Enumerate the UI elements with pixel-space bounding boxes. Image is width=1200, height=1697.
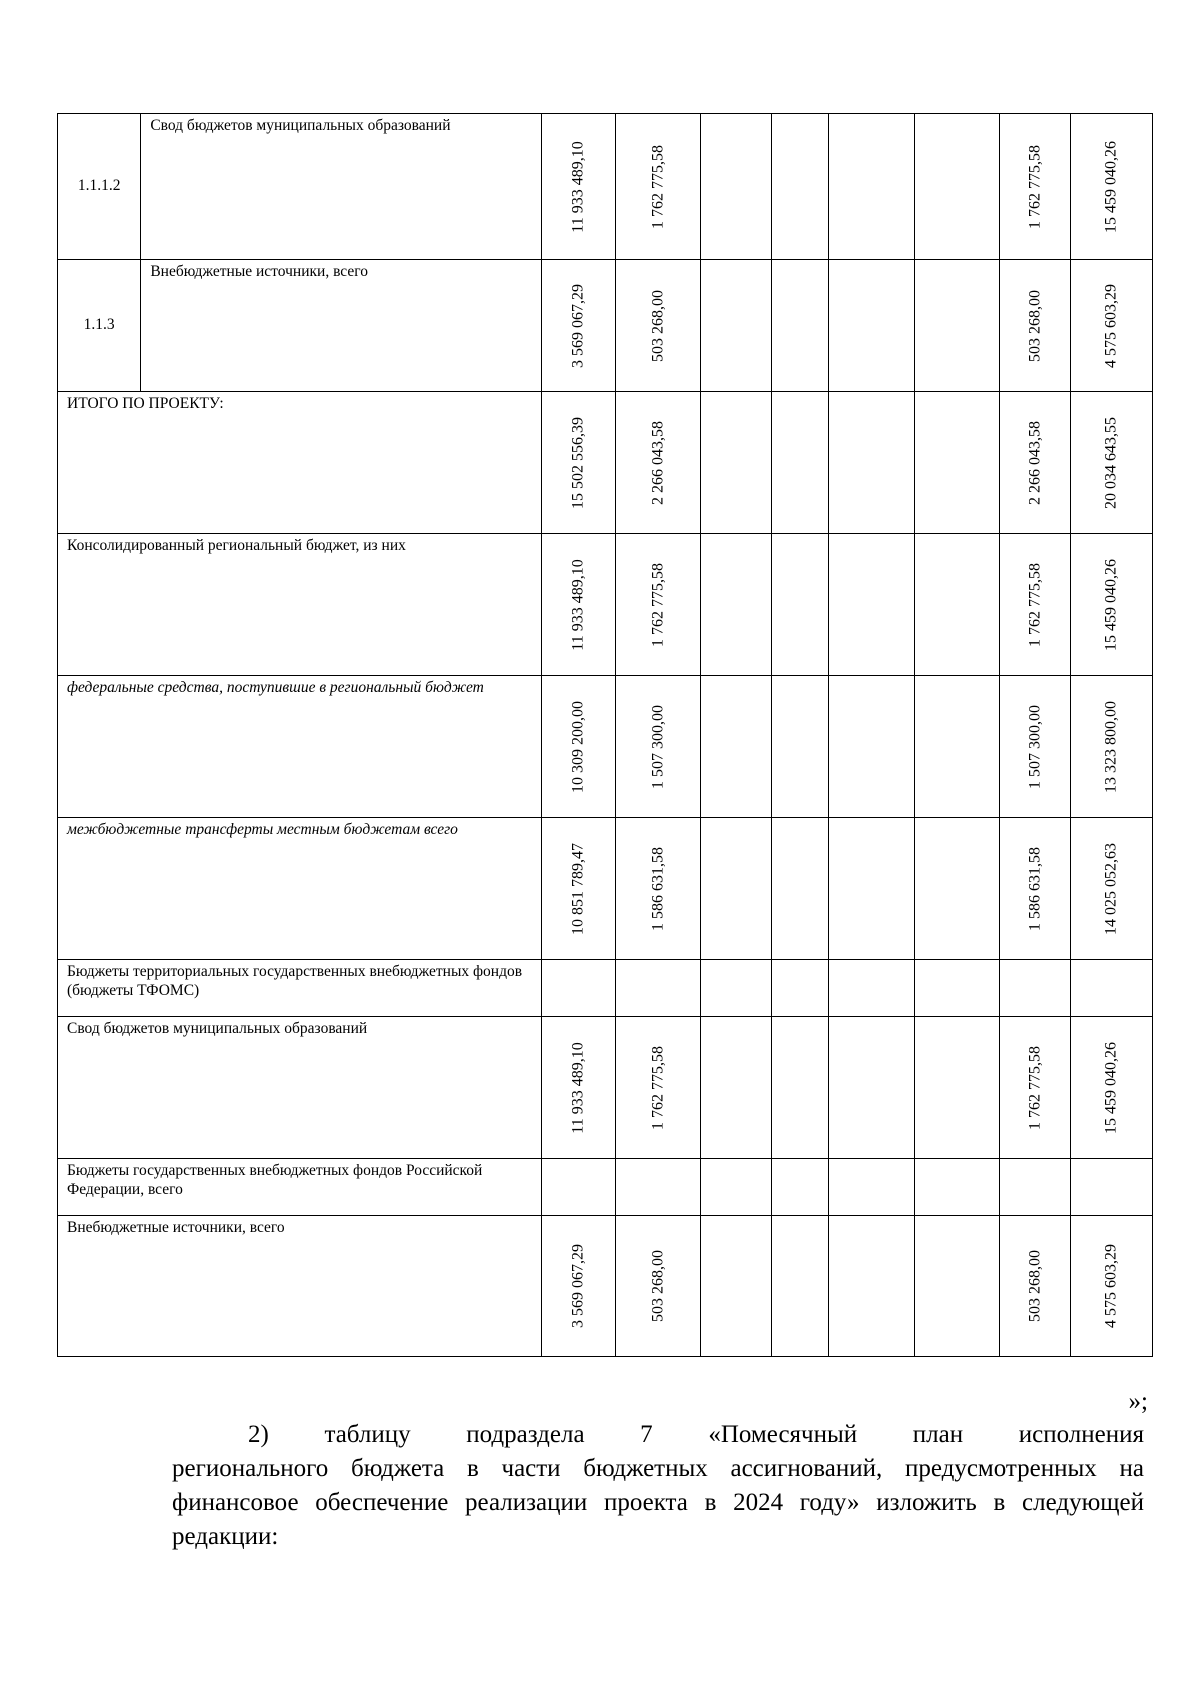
empty-cell bbox=[914, 260, 999, 392]
value-text: 10 851 789,47 bbox=[569, 842, 587, 935]
value-cell bbox=[541, 114, 616, 260]
value-text: 503 268,00 bbox=[649, 289, 667, 362]
value-text: 1 762 775,58 bbox=[649, 1045, 667, 1130]
empty-cell bbox=[772, 818, 829, 960]
value-cell bbox=[1000, 114, 1070, 260]
value-cell bbox=[1070, 114, 1152, 260]
empty-cell bbox=[1070, 1159, 1152, 1216]
empty-cell bbox=[914, 534, 999, 676]
value-text: 3 569 067,29 bbox=[569, 283, 587, 368]
empty-cell bbox=[1000, 1159, 1070, 1216]
empty-cell bbox=[700, 1017, 771, 1159]
row-name: Внебюджетные источники, всего bbox=[141, 260, 541, 392]
row-name: межбюджетные трансферты местным бюджетам всего bbox=[58, 818, 542, 960]
empty-cell bbox=[700, 1216, 771, 1357]
value-text: 15 459 040,26 bbox=[1102, 140, 1120, 233]
budget-table bbox=[57, 113, 1153, 1357]
empty-cell bbox=[829, 960, 914, 1017]
value-text: 1 762 775,58 bbox=[1026, 144, 1044, 229]
empty-cell bbox=[829, 1017, 914, 1159]
empty-cell bbox=[772, 1159, 829, 1216]
value-cell bbox=[616, 260, 700, 392]
value-cell bbox=[1000, 818, 1070, 960]
value-text: 15 459 040,26 bbox=[1102, 558, 1120, 651]
value-cell bbox=[1070, 1017, 1152, 1159]
empty-cell bbox=[914, 676, 999, 818]
empty-cell bbox=[914, 1216, 999, 1357]
empty-cell bbox=[829, 392, 914, 534]
empty-cell bbox=[700, 260, 771, 392]
empty-cell bbox=[616, 960, 700, 1017]
table-row bbox=[58, 1159, 1153, 1216]
value-text: 4 575 603,29 bbox=[1102, 1244, 1120, 1328]
empty-cell bbox=[914, 392, 999, 534]
table-row bbox=[58, 392, 1153, 534]
value-cell bbox=[541, 676, 616, 818]
value-text: 1 586 631,58 bbox=[1026, 846, 1044, 931]
empty-cell bbox=[772, 114, 829, 260]
value-text: 11 933 489,10 bbox=[569, 558, 587, 651]
value-text: 10 309 200,00 bbox=[569, 700, 587, 793]
table-row bbox=[58, 1216, 1153, 1357]
empty-cell bbox=[829, 1216, 914, 1357]
table-row bbox=[58, 1017, 1153, 1159]
empty-cell bbox=[914, 1159, 999, 1216]
value-text: 3 569 067,29 bbox=[569, 1244, 587, 1328]
closing-quote: »; bbox=[1128, 1388, 1148, 1415]
value-text: 11 933 489,10 bbox=[569, 1041, 587, 1134]
row-name: Свод бюджетов муниципальных образований bbox=[141, 114, 541, 260]
empty-cell bbox=[829, 114, 914, 260]
row-name: Бюджеты государственных внебюджетных фондов Российской Федерации, всего bbox=[58, 1159, 542, 1216]
table-row bbox=[58, 676, 1153, 818]
row-name: ИТОГО ПО ПРОЕКТУ: bbox=[58, 392, 542, 534]
empty-cell bbox=[914, 1017, 999, 1159]
value-text: 20 034 643,55 bbox=[1102, 416, 1120, 509]
row-name: Свод бюджетов муниципальных образований bbox=[58, 1017, 542, 1159]
table-row bbox=[58, 818, 1153, 960]
value-cell bbox=[1000, 1017, 1070, 1159]
value-text: 503 268,00 bbox=[1026, 289, 1044, 362]
row-code: 1.1.1.2 bbox=[58, 114, 141, 260]
value-cell bbox=[1000, 392, 1070, 534]
empty-cell bbox=[700, 114, 771, 260]
empty-cell bbox=[829, 1159, 914, 1216]
value-cell bbox=[541, 1017, 616, 1159]
empty-cell bbox=[700, 676, 771, 818]
empty-cell bbox=[772, 1216, 829, 1357]
table-row bbox=[58, 534, 1153, 676]
value-text: 4 575 603,29 bbox=[1102, 283, 1120, 368]
empty-cell bbox=[1070, 960, 1152, 1017]
value-text: 1 507 300,00 bbox=[649, 704, 667, 789]
value-text: 1 762 775,58 bbox=[649, 144, 667, 229]
empty-cell bbox=[914, 818, 999, 960]
value-cell bbox=[616, 818, 700, 960]
value-cell bbox=[1070, 818, 1152, 960]
row-name: Консолидированный региональный бюджет, из них bbox=[58, 534, 542, 676]
value-text: 1 762 775,58 bbox=[1026, 1045, 1044, 1130]
value-cell bbox=[616, 534, 700, 676]
value-cell bbox=[616, 392, 700, 534]
paragraph-first-line bbox=[172, 1418, 1144, 1452]
value-cell bbox=[1070, 676, 1152, 818]
value-cell bbox=[616, 676, 700, 818]
value-text: 15 502 556,39 bbox=[569, 416, 587, 509]
empty-cell bbox=[700, 1159, 771, 1216]
value-text: 503 268,00 bbox=[1026, 1250, 1044, 1322]
empty-cell bbox=[829, 534, 914, 676]
value-text: 2 266 043,58 bbox=[1026, 420, 1044, 505]
value-text: 11 933 489,10 bbox=[569, 140, 587, 233]
value-text: 14 025 052,63 bbox=[1102, 842, 1120, 935]
value-text: 503 268,00 bbox=[649, 1250, 667, 1322]
empty-cell bbox=[772, 676, 829, 818]
value-cell bbox=[1070, 392, 1152, 534]
value-cell bbox=[616, 114, 700, 260]
value-text: 2 266 043,58 bbox=[649, 420, 667, 505]
value-text: 1 762 775,58 bbox=[1026, 562, 1044, 647]
paragraph-first-line-text: 2) таблицу подраздела 7 «Помесячный план исполнения bbox=[248, 1421, 1144, 1448]
empty-cell bbox=[914, 960, 999, 1017]
empty-cell bbox=[772, 392, 829, 534]
row-name: Бюджеты территориальных государственных внебюджетных фондов (бюджеты ТФОМС) bbox=[58, 960, 542, 1017]
row-name: Внебюджетные источники, всего bbox=[58, 1216, 542, 1357]
paragraph-body: регионального бюджета в части бюджетных ассигнований, предусмотренных на финансовое обеспечение реализации проекта в 2024 году» изложить в следующей редакции: bbox=[172, 1455, 1144, 1550]
value-cell bbox=[541, 392, 616, 534]
row-code: 1.1.3 bbox=[58, 260, 141, 392]
empty-cell bbox=[1000, 960, 1070, 1017]
value-cell bbox=[616, 1216, 700, 1357]
empty-cell bbox=[772, 960, 829, 1017]
empty-cell bbox=[829, 676, 914, 818]
empty-cell bbox=[829, 818, 914, 960]
value-text: 13 323 800,00 bbox=[1102, 700, 1120, 793]
empty-cell bbox=[541, 1159, 616, 1216]
value-cell bbox=[616, 1017, 700, 1159]
empty-cell bbox=[700, 392, 771, 534]
value-text: 15 459 040,26 bbox=[1102, 1041, 1120, 1134]
empty-cell bbox=[700, 960, 771, 1017]
empty-cell bbox=[772, 260, 829, 392]
empty-cell bbox=[772, 534, 829, 676]
value-cell bbox=[541, 260, 616, 392]
value-cell bbox=[1000, 534, 1070, 676]
empty-cell bbox=[700, 818, 771, 960]
value-cell bbox=[1000, 676, 1070, 818]
value-cell bbox=[1000, 260, 1070, 392]
empty-cell bbox=[541, 960, 616, 1017]
value-text: 1 586 631,58 bbox=[649, 846, 667, 931]
value-cell bbox=[1000, 1216, 1070, 1357]
empty-cell bbox=[772, 1017, 829, 1159]
table-row bbox=[58, 260, 1153, 392]
empty-cell bbox=[616, 1159, 700, 1216]
empty-cell bbox=[700, 534, 771, 676]
table-row bbox=[58, 960, 1153, 1017]
empty-cell bbox=[829, 260, 914, 392]
value-cell bbox=[541, 534, 616, 676]
value-cell bbox=[541, 818, 616, 960]
value-text: 1 507 300,00 bbox=[1026, 704, 1044, 789]
value-cell bbox=[541, 1216, 616, 1357]
value-cell bbox=[1070, 534, 1152, 676]
value-cell bbox=[1070, 260, 1152, 392]
value-text: 1 762 775,58 bbox=[649, 562, 667, 647]
empty-cell bbox=[914, 114, 999, 260]
row-name: федеральные средства, поступившие в региональный бюджет bbox=[58, 676, 542, 818]
table-row bbox=[58, 114, 1153, 260]
value-cell bbox=[1070, 1216, 1152, 1357]
